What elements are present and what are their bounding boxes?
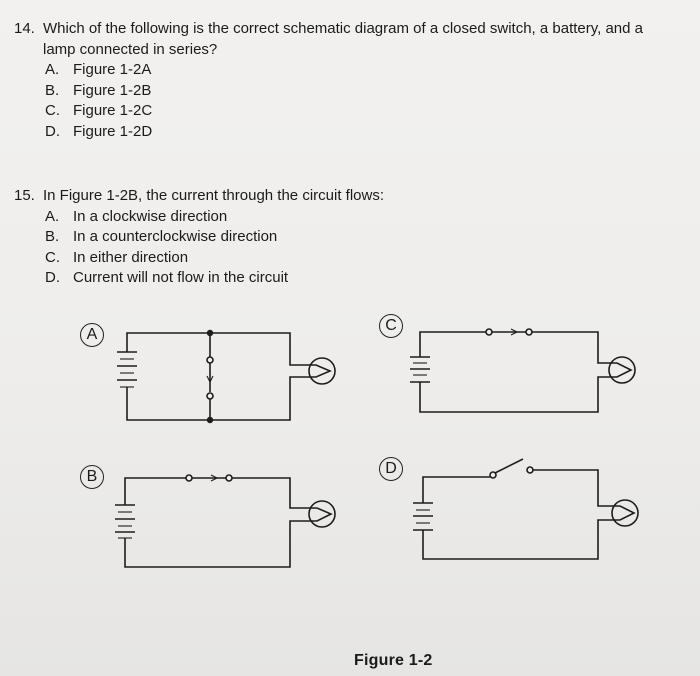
option-letter: D. — [45, 122, 60, 140]
circuit-c — [410, 329, 635, 412]
circuit-d — [413, 459, 638, 559]
option-text: Figure 1-2C — [73, 102, 153, 119]
question-number: 15. — [14, 187, 35, 204]
switch-icon — [486, 329, 532, 335]
figure-label-a: A — [80, 323, 104, 347]
battery-icon — [115, 505, 135, 538]
battery-icon — [117, 352, 137, 387]
option-text: Figure 1-2D — [73, 122, 153, 140]
option-text: In either direction — [73, 248, 189, 266]
open-switch-icon — [490, 459, 533, 478]
question-text: Which of the following is the correct schematic diagram of a closed switch, a battery, and a lamp connected in series? — [43, 20, 643, 58]
switch-icon — [207, 333, 213, 420]
figure-label-d: D — [379, 457, 403, 481]
question-number: 14. — [14, 20, 35, 37]
figure-caption: Figure 1-2 — [354, 652, 433, 669]
circuit-a — [117, 330, 335, 423]
switch-icon — [186, 475, 232, 481]
question-text: In Figure 1-2B, the current through the circuit flows: — [43, 187, 384, 204]
option-letter: A. — [45, 61, 60, 78]
circuit-b — [115, 475, 335, 567]
option-letter: B. — [45, 228, 60, 245]
battery-icon — [410, 357, 430, 382]
battery-icon — [413, 503, 433, 530]
option-letter: D. — [45, 269, 60, 286]
lamp-icon — [306, 501, 335, 527]
figure-label-c: C — [379, 314, 403, 338]
lamp-icon — [305, 358, 335, 384]
option-letter: A. — [45, 207, 60, 225]
lamp-icon — [609, 500, 638, 526]
option-text: In a counterclockwise direction — [73, 228, 278, 245]
option-text: Figure 1-2A — [73, 61, 152, 78]
option-text: Figure 1-2B — [73, 81, 152, 99]
figure-label-b: B — [80, 465, 104, 489]
lamp-icon — [606, 357, 635, 383]
option-text: Current will not flow in the circuit — [73, 269, 289, 286]
option-letter: C. — [45, 102, 60, 119]
option-letter: B. — [45, 81, 60, 99]
option-letter: C. — [45, 248, 60, 266]
option-text: In a clockwise direction — [73, 207, 228, 225]
